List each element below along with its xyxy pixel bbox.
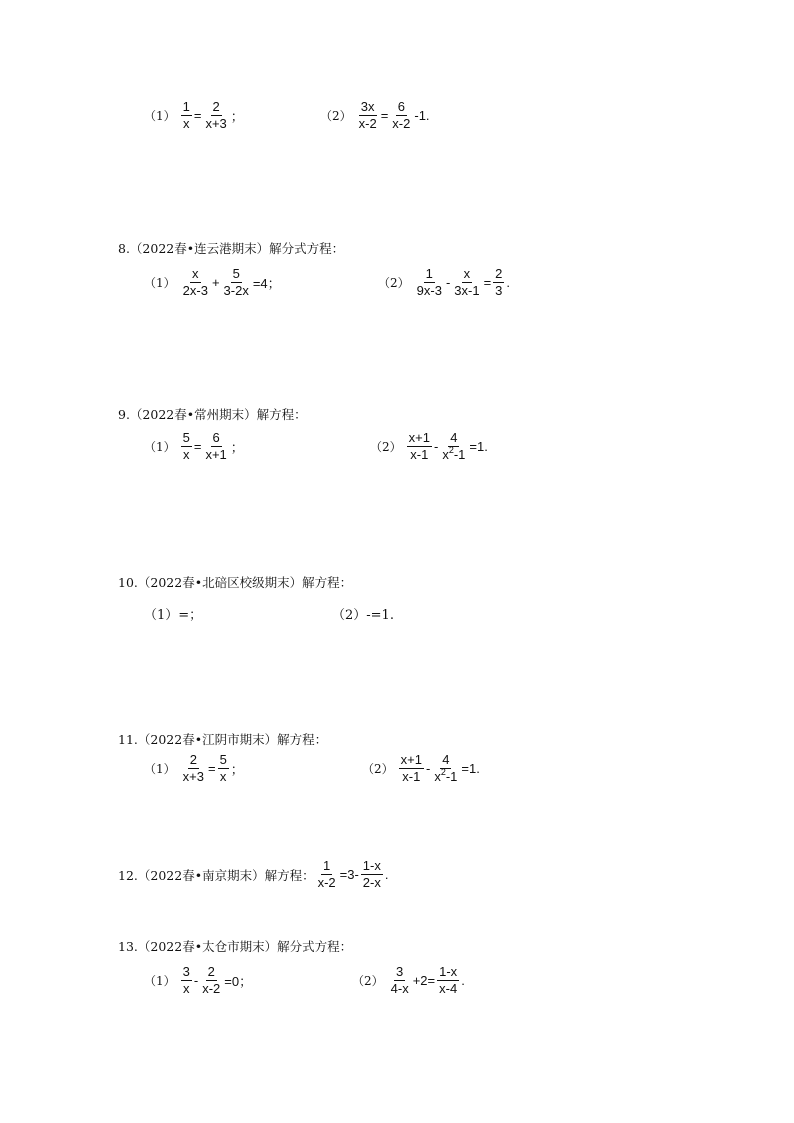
fraction <box>181 753 206 784</box>
problem-12-title: 12.（2022春•南京期末）解方程： <box>118 867 315 883</box>
denominator: x+3 <box>205 116 227 131</box>
equation-tail: -1. <box>414 108 430 123</box>
fraction <box>181 431 192 462</box>
operator: = <box>193 439 202 454</box>
fraction <box>203 431 228 462</box>
problem-9-title: 9.（2022春•常州期末）解方程： <box>118 407 307 422</box>
equation-tail: =0； <box>224 974 253 989</box>
operator: - <box>433 439 439 454</box>
punctuation: ； <box>230 109 244 124</box>
numerator: 2 <box>495 266 503 281</box>
fraction <box>493 267 504 298</box>
punctuation: . <box>461 973 465 988</box>
numerator: 6 <box>212 430 220 445</box>
equation-tail: =4； <box>252 276 281 291</box>
denominator-tail: -1 <box>453 447 466 462</box>
denominator: x <box>183 116 190 131</box>
numerator: x <box>463 266 471 281</box>
fraction <box>399 753 424 784</box>
numerator: x <box>192 266 199 281</box>
denominator: x-2 <box>392 116 411 131</box>
fraction <box>390 100 412 131</box>
numerator: 5 <box>182 430 190 445</box>
operator: = <box>483 275 492 290</box>
operator: = <box>207 761 216 776</box>
punctuation: . <box>384 867 389 882</box>
numerator: x+1 <box>408 430 430 445</box>
fraction <box>222 267 251 298</box>
denominator <box>440 447 467 462</box>
part-label: （2） <box>320 109 352 123</box>
numerator: 1 <box>322 858 331 873</box>
exponent: 2 <box>440 767 446 777</box>
problem-13-part-2 <box>352 965 466 996</box>
fraction <box>181 100 192 131</box>
denominator-base: x <box>442 447 449 462</box>
part-label: （2） <box>352 974 384 988</box>
fraction <box>316 859 338 890</box>
numerator: 5 <box>232 266 240 281</box>
denominator: x <box>183 981 190 996</box>
numerator: 2 <box>207 964 215 979</box>
part-label: （2） <box>370 440 402 454</box>
part-label: （2） <box>362 762 394 776</box>
denominator: x-2 <box>358 116 377 131</box>
problem-9-part-1 <box>144 431 245 462</box>
fraction <box>181 267 210 298</box>
punctuation: ； <box>230 762 244 777</box>
exponent: 2 <box>448 445 454 455</box>
operator: + <box>211 275 220 290</box>
numerator: 3 <box>182 964 190 979</box>
denominator: 2-x <box>362 875 381 890</box>
part-label: （1） <box>144 974 176 988</box>
denominator-tail: -1 <box>445 769 458 784</box>
problem-7-part-2 <box>320 100 431 131</box>
denominator: x-1 <box>402 769 421 784</box>
part-label: （1） <box>144 762 176 776</box>
operator: =3- <box>339 867 359 882</box>
punctuation: ； <box>230 440 244 455</box>
numerator: 3 <box>396 964 404 979</box>
numerator: 1-x <box>362 858 381 873</box>
problem-13-title: 13.（2022春•太仓市期末）解分式方程： <box>118 939 353 954</box>
fraction <box>218 753 229 784</box>
problem-8-title: 8.（2022春•连云港期末）解分式方程： <box>118 241 345 256</box>
numerator: 2 <box>212 99 220 114</box>
operator: = <box>193 108 202 123</box>
denominator: x <box>219 769 227 784</box>
operator: - <box>445 275 451 290</box>
denominator: x <box>183 447 190 462</box>
denominator-base: x <box>434 769 441 784</box>
problem-11-title: 11.（2022春•江阴市期末）解方程： <box>118 732 328 747</box>
fraction <box>452 267 481 298</box>
operator: +2= <box>412 973 436 988</box>
fraction <box>181 965 192 996</box>
numerator: 5 <box>219 752 227 767</box>
fraction <box>357 100 379 131</box>
fraction <box>415 267 444 298</box>
fraction <box>389 965 411 996</box>
part-label: （1） <box>144 109 176 123</box>
denominator: 4-x <box>390 981 409 996</box>
equation-tail: =1. <box>469 439 488 454</box>
equation-tail: =1. <box>461 761 480 776</box>
denominator <box>432 769 459 784</box>
numerator: 4 <box>450 430 458 445</box>
problem-10-part-1: （1）=； <box>144 608 203 623</box>
numerator: 1 <box>425 266 433 281</box>
fraction <box>200 965 222 996</box>
problem-11-part-2 <box>362 753 481 784</box>
denominator: 9x-3 <box>416 283 442 298</box>
problem-10-part-2: （2）-=1. <box>332 608 394 623</box>
operator: - <box>425 761 431 776</box>
numerator: x+1 <box>400 752 422 767</box>
denominator: x-4 <box>439 981 458 996</box>
numerator: 1-x <box>439 964 458 979</box>
problem-9-part-2 <box>370 431 489 462</box>
problem-10-title: 10.（2022春•北碚区校级期末）解方程： <box>118 575 353 590</box>
fraction <box>440 431 467 462</box>
numerator: 6 <box>397 99 405 114</box>
operator: = <box>380 108 389 123</box>
numerator: 4 <box>442 752 450 767</box>
punctuation: . <box>506 275 511 290</box>
denominator: x+1 <box>205 447 227 462</box>
problem-8-part-2 <box>378 267 511 298</box>
fraction <box>361 859 383 890</box>
part-label: （1） <box>144 440 176 454</box>
part-label: （1） <box>144 276 176 290</box>
operator: - <box>193 973 199 988</box>
problem-11-part-1 <box>144 753 245 784</box>
problem-13-part-1 <box>144 965 253 996</box>
fraction <box>203 100 228 131</box>
problem-7-part-1 <box>144 100 245 131</box>
problem-8-part-1 <box>144 267 282 298</box>
denominator: x+3 <box>182 769 204 784</box>
denominator: 3-2x <box>223 283 249 298</box>
numerator: 2 <box>189 752 197 767</box>
fraction <box>437 965 459 996</box>
fraction <box>407 431 432 462</box>
denominator: 3x-1 <box>454 283 480 298</box>
denominator: 2x-3 <box>182 283 208 298</box>
denominator: x-2 <box>317 875 336 890</box>
denominator: x-2 <box>202 981 221 996</box>
part-label: （2） <box>378 276 410 290</box>
problem-12 <box>118 859 389 890</box>
fraction <box>432 753 459 784</box>
numerator: 3x <box>360 99 375 114</box>
numerator: 1 <box>182 99 190 114</box>
denominator: 3 <box>495 283 503 298</box>
denominator: x-1 <box>410 447 429 462</box>
